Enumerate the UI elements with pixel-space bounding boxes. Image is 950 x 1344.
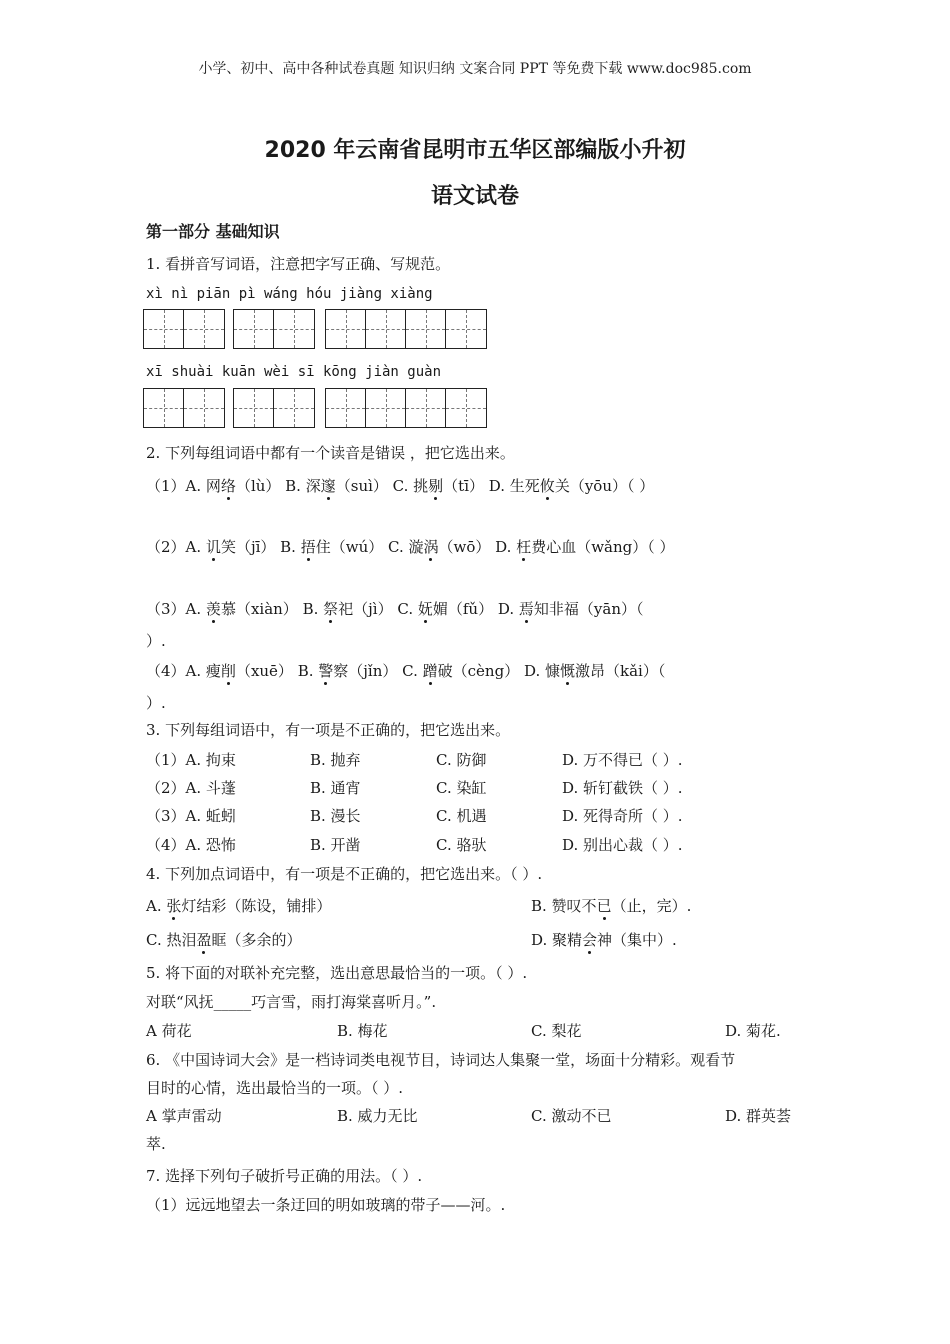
q2-row4: （4）A. 瘦削（xuē） B. 警察（jǐn） C. 蹭破（cèng） D. 慷慨激昂（kǎi）（ (146, 662, 666, 680)
q2-row4-cont: ）. (146, 694, 166, 712)
q2-row3-cont: ）. (146, 632, 166, 650)
q6-option-c: C. 激动不已 (531, 1107, 612, 1125)
answer-grid[interactable] (325, 388, 487, 428)
answer-grid[interactable] (233, 309, 315, 349)
q1-pinyin-row1: xì nì piān pì wáng hóu jiàng xiàng (146, 286, 433, 302)
q1-stem: 1. 看拼音写词语，注意把字写正确、写规范。 (146, 255, 451, 273)
q4-option-a: A. 张灯结彩（陈设，铺排） (146, 897, 332, 915)
q5-option-c: C. 梨花 (531, 1022, 582, 1040)
page-header: 小学、初中、高中各种试卷真题 知识归纳 文案合同 PPT 等免费下载 www.doc985.com (198, 61, 752, 77)
q7-stem: 7. 选择下列句子破折号正确的用法。（ ）. (146, 1167, 423, 1185)
q6-stem-cont: 目时的心情，选出最恰当的一项。（ ）. (146, 1079, 404, 1097)
q6-option-b: B. 威力无比 (337, 1107, 418, 1125)
q6-option-d: D. 群英荟 (725, 1107, 792, 1125)
q3-stem: 3. 下列每组词语中，有一项是不正确的，把它选出来。 (146, 721, 511, 739)
q6-option-d-cont: 萃. (146, 1135, 166, 1153)
exam-title: 2020 年云南省昆明市五华区部编版小升初 (264, 138, 686, 163)
q2-row1: （1）A. 网络（lù） B. 深邃（suì） C. 挑剔（tī） D. 生死攸关（yōu）（ ） (146, 477, 655, 495)
section-heading: 第一部分 基础知识 (146, 222, 280, 241)
q5-stem: 5. 将下面的对联补充完整，选出意思最恰当的一项。（ ）. (146, 964, 528, 982)
q5-option-b: B. 梅花 (337, 1022, 388, 1040)
q6-stem: 6. 《中国诗词大会》是一档诗词类电视节目，诗词达人集聚一堂，场面十分精彩。观看节 (146, 1051, 736, 1069)
answer-grid[interactable] (143, 388, 225, 428)
q2-stem: 2. 下列每组词语中都有一个读音是错误 ，把它选出来。 (146, 444, 515, 462)
q2-row2: （2）A. 讥笑（jī） B. 捂住（wú） C. 漩涡（wō） D. 枉费心血（wǎng）（ ） (146, 538, 675, 556)
q2-row3: （3）A. 羡慕（xiàn） B. 祭祀（jì） C. 妩媚（fǔ） D. 焉知非福（yān）（ (146, 600, 644, 618)
answer-grid[interactable] (233, 388, 315, 428)
q5-option-d: D. 菊花. (725, 1022, 781, 1040)
q4-option-c: C. 热泪盈眶（多余的） (146, 931, 302, 949)
answer-grid[interactable] (143, 309, 225, 349)
q7-sentence-1: （1）远远地望去一条迂回的明如玻璃的带子——河。. (146, 1196, 506, 1214)
q5-couplet: 对联“风抚_____巧言雪，雨打海棠喜听月。”. (146, 993, 437, 1011)
q4-option-d: D. 聚精会神（集中）. (531, 931, 677, 949)
q5-option-a: A 荷花 (146, 1022, 192, 1040)
q4-option-b: B. 赞叹不已（止，完）. (531, 897, 692, 915)
q1-pinyin-row2: xī shuài kuān wèi sī kōng jiàn guàn (146, 364, 442, 380)
exam-subtitle: 语文试卷 (430, 184, 519, 209)
q6-option-a: A 掌声雷动 (146, 1107, 222, 1125)
q4-stem: 4. 下列加点词语中，有一项是不正确的，把它选出来。（ ）. (146, 865, 543, 883)
answer-grid[interactable] (325, 309, 487, 349)
